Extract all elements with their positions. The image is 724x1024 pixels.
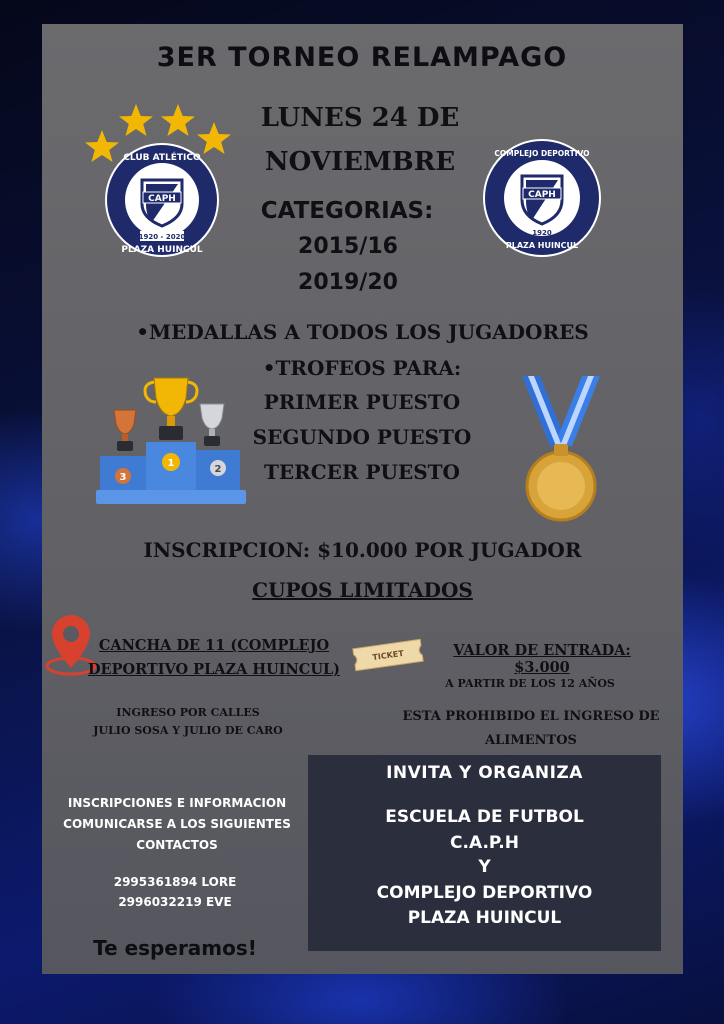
contact-item: 2995361894 LORE bbox=[113, 875, 237, 889]
category-item: 2019/20 bbox=[298, 270, 398, 295]
trophies-line: •TROFEOS PARA: bbox=[262, 356, 462, 380]
access-streets bbox=[88, 704, 288, 740]
categories-label: CATEGORIAS: bbox=[260, 198, 434, 224]
closing-message: Te esperamos! bbox=[93, 936, 257, 960]
organizers-box bbox=[308, 755, 661, 951]
ticket-icon bbox=[348, 636, 428, 674]
organizer-line-2: C.A.P.H bbox=[450, 833, 519, 853]
medals-line: •MEDALLAS A TODOS LOS JUGADORES bbox=[136, 320, 589, 344]
club-crest-left bbox=[80, 100, 240, 260]
trophy-icon bbox=[200, 404, 224, 446]
event-date bbox=[230, 96, 490, 184]
food-notice bbox=[396, 705, 666, 753]
podium-second-label: 2 bbox=[214, 464, 222, 475]
crest-top-text: CLUB ATLÉTICO bbox=[123, 153, 201, 163]
venue-line-1: CANCHA DE 11 (COMPLEJO bbox=[98, 637, 330, 654]
medal-icon bbox=[518, 376, 604, 524]
podium-third-label: 3 bbox=[119, 472, 127, 483]
organizer-line-5: PLAZA HUINCUL bbox=[407, 908, 562, 928]
entry-price: VALOR DE ENTRADA: $3.000 bbox=[453, 642, 631, 676]
club-crest-right bbox=[480, 138, 604, 258]
prize-second: SEGUNDO PUESTO bbox=[252, 425, 472, 449]
crest-bottom-text: PLAZA HUINCUL bbox=[121, 245, 203, 255]
limited-spots-text: CUPOS LIMITADOS bbox=[252, 578, 473, 602]
podium-first-label: 1 bbox=[167, 458, 175, 469]
organizer-line-4: COMPLEJO DEPORTIVO bbox=[376, 883, 593, 903]
access-line-2: JULIO SOSA Y JULIO DE CARO bbox=[93, 724, 283, 737]
crest-right-center-text: CAPH bbox=[528, 190, 556, 200]
prize-third: TERCER PUESTO bbox=[264, 460, 460, 484]
info-line-2: COMUNICARSE A LOS SIGUIENTES bbox=[63, 817, 291, 831]
food-line-1: ESTA PROHIBIDO EL INGRESO DE bbox=[402, 709, 660, 724]
crest-right-top-text: COMPLEJO DEPORTIVO bbox=[494, 149, 590, 158]
age-note: A PARTIR DE LOS 12 AÑOS bbox=[445, 677, 615, 690]
info-line-1: INSCRIPCIONES E INFORMACION bbox=[67, 796, 287, 810]
limited-spots bbox=[42, 578, 683, 602]
category-item: 2015/16 bbox=[298, 234, 398, 259]
organizer-line-1: ESCUELA DE FUTBOL bbox=[385, 807, 584, 827]
organizer-line-3: Y bbox=[478, 857, 491, 877]
contact-item: 2996032219 EVE bbox=[118, 895, 232, 909]
trophy-podium bbox=[96, 370, 246, 510]
info-line-3: CONTACTOS bbox=[136, 838, 218, 852]
registration-info bbox=[46, 793, 308, 856]
crest-center-text: CAPH bbox=[148, 194, 176, 204]
event-title: 3ER TORNEO RELAMPAGO bbox=[156, 42, 568, 73]
crest-right-bottom-text: PLAZA HUINCUL bbox=[505, 241, 579, 250]
venue-text bbox=[84, 634, 344, 682]
ticket-label: TICKET bbox=[371, 648, 405, 663]
registration-fee: INSCRIPCION: $10.000 POR JUGADOR bbox=[143, 538, 582, 562]
trophy-icon bbox=[114, 410, 136, 451]
date-line-1: LUNES 24 DE bbox=[260, 103, 460, 133]
prize-first: PRIMER PUESTO bbox=[263, 390, 461, 414]
food-line-2: ALIMENTOS bbox=[485, 733, 577, 748]
crest-right-year: 1920 bbox=[532, 229, 552, 237]
access-line-1: INGRESO POR CALLES bbox=[116, 706, 260, 719]
crest-years: 1920 - 2020 bbox=[138, 233, 186, 241]
trophy-icon bbox=[145, 378, 197, 440]
date-line-2: NOVIEMBRE bbox=[264, 147, 456, 177]
contact-list bbox=[90, 872, 260, 912]
organizers-heading: INVITA Y ORGANIZA bbox=[386, 763, 583, 783]
venue-line-2: DEPORTIVO PLAZA HUINCUL) bbox=[87, 661, 341, 678]
